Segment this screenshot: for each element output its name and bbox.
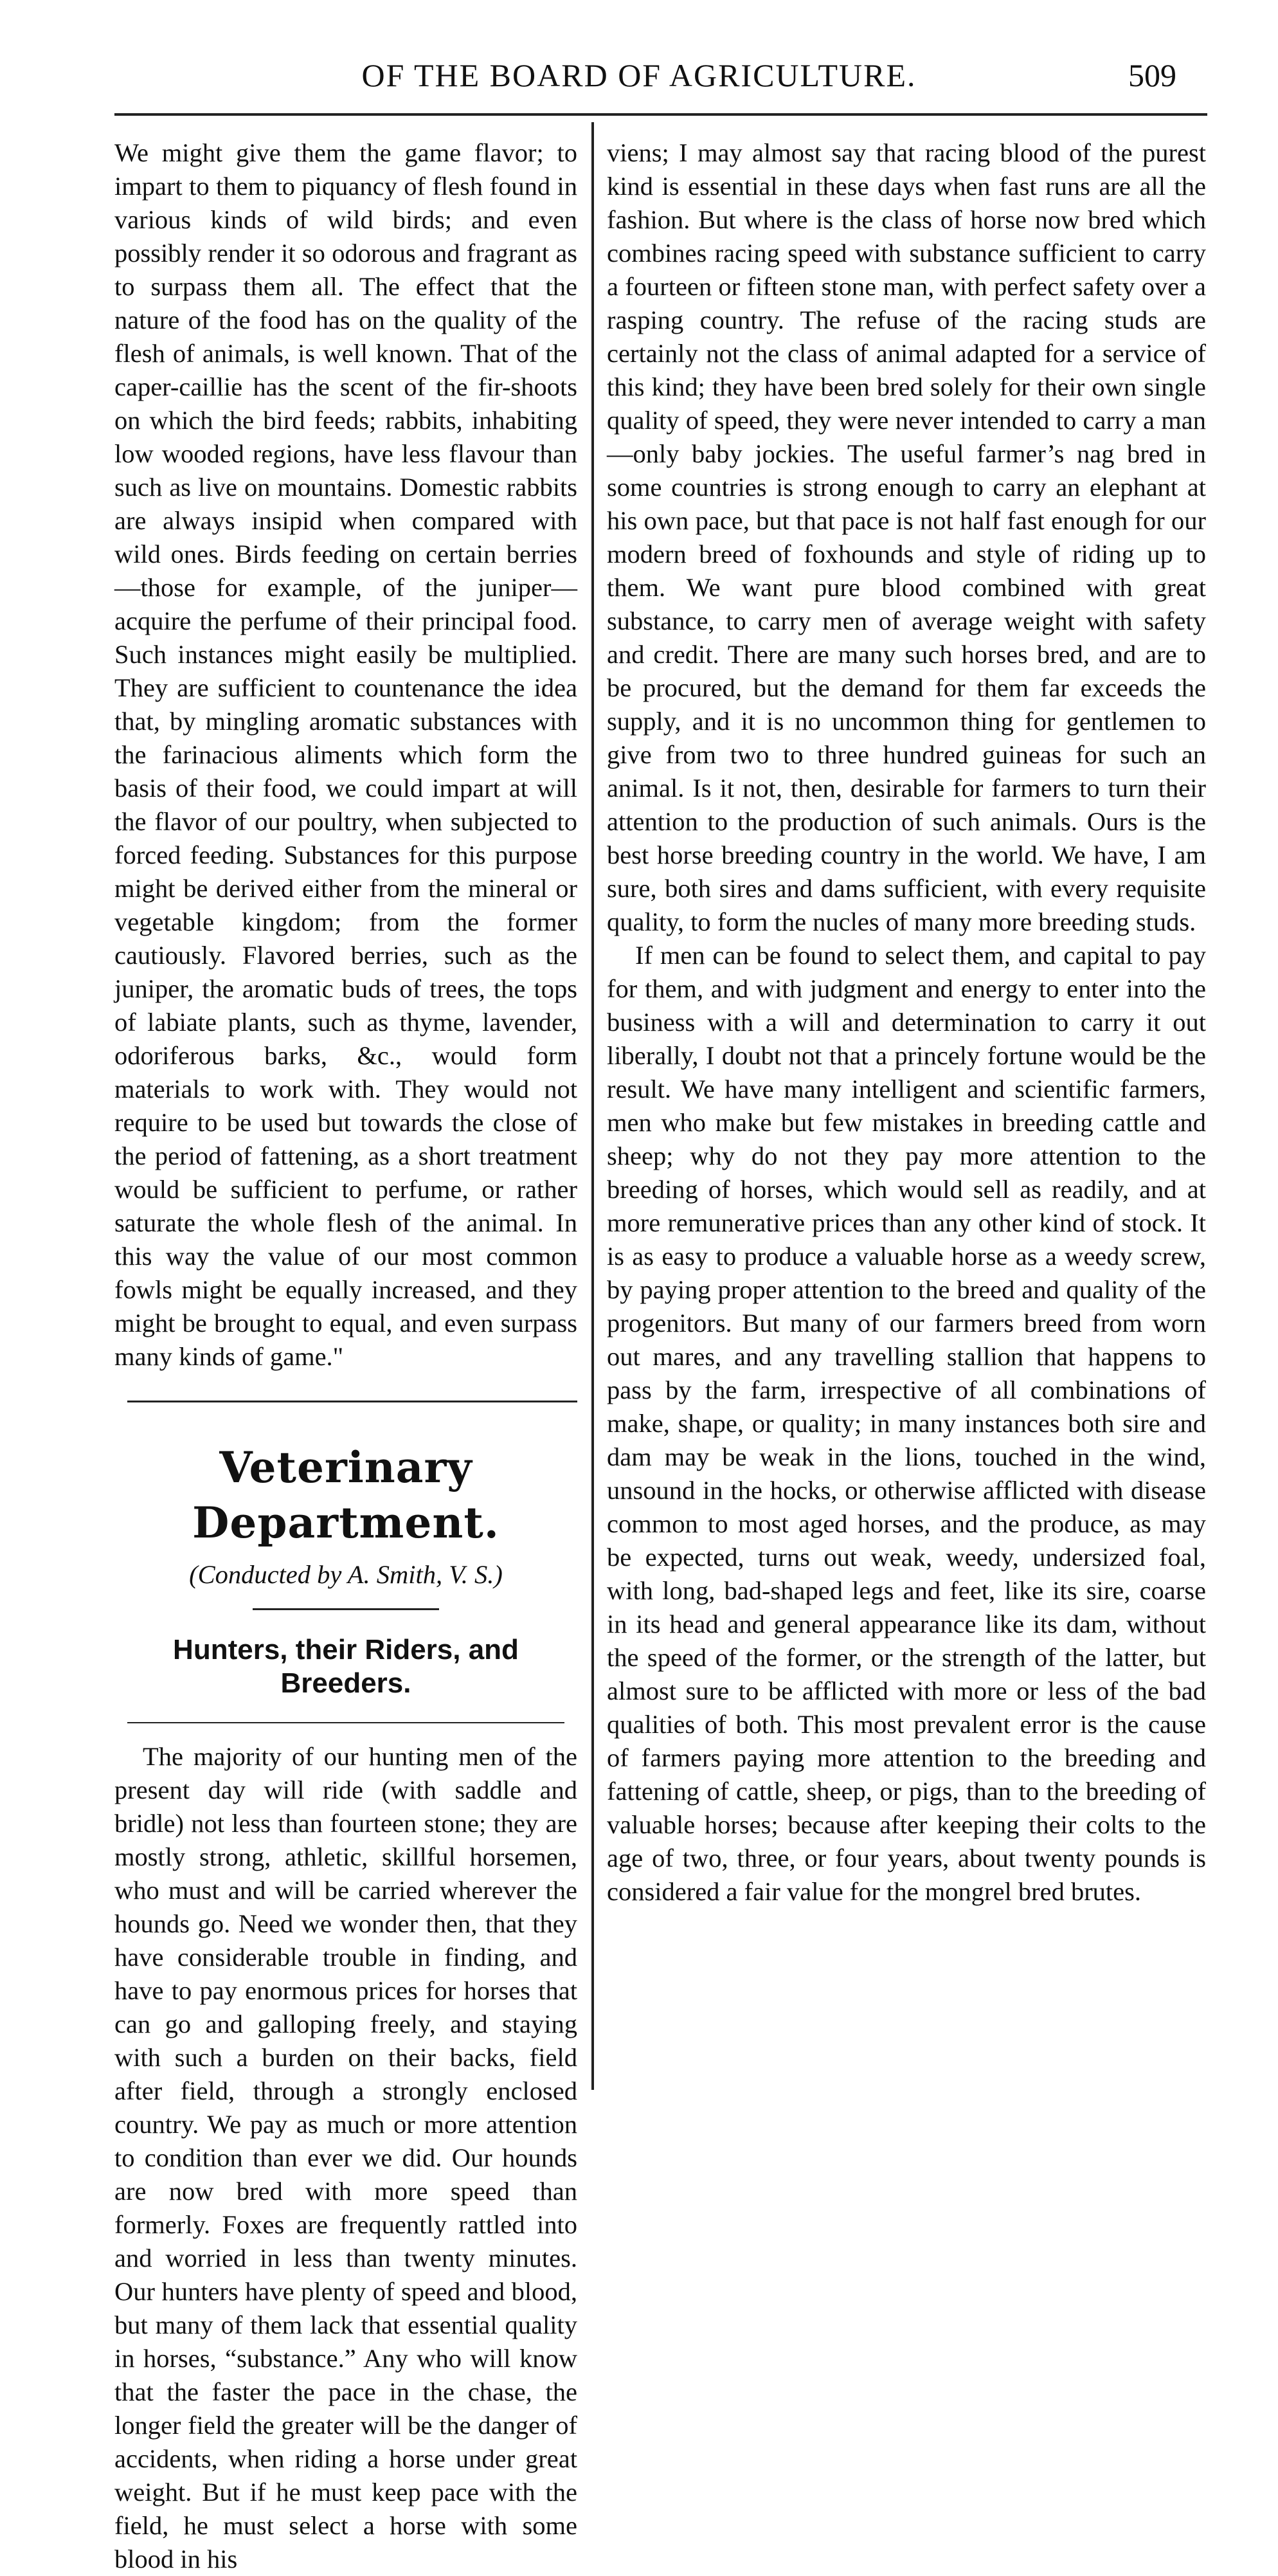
department-heading: Veterinary Department. xyxy=(192,1442,500,1548)
right-paragraph-1: viens; I may almost say that racing blood of the purest kind is essential in these days when fast runs are all the fashion. But where is the class of horse now bred which combines racing speed with substance sufficient to carry a fourteen or fifteen stone man, with perfect safety over a rasping country. The refuse of the racing studs are certainly not the class of animal adapted for a service of this kind; they have been bred solely for their own single quality of speed, they were never intended to carry a man—only baby jockies. The useful farmer’s nag bred in some countries is strong enough to carry an elephant at his own pace, but that pace is not half fast enough for our modern breed of foxhounds and style of riding up to them. We want pure blood combined with great substance, to carry men of average weight with safety and credit. There are many such horses bred, and are to be procured, but the demand for them far exceeds the supply, and it is no uncommon thing for gentlemen to give from two to three hundred guineas for such an animal. Is it not, then, desirable for farmers to turn their attention to the production of such animals. Ours is the best horse breeding country in the world. We have, I am sure, both sires and dams sufficient, with every requisite quality, to form the nucles of many more breeding studs. xyxy=(607,138,1206,936)
continuation-paragraph: We might give them the game flavor; to impart to them to piquancy of flesh found in various kinds of wild birds; and even possibly render it so odorous and fragrant as to surpass them all. The effect that the nature of the food has on the quality of the flesh of animals, is well known. That of the caper-caillie has the scent of the fir-shoots on which the bird feeds; rabbits, inhabiting low wooded regions, have less flavour than such as live on mountains. Domestic rabbits are always insipid when compared with wild ones. Birds feeding on certain berries—those for example, of the juniper—acquire the perfume of their principal food. Such instances might easily be multiplied. They are sufficient to countenance the idea that, by mingling aromatic substances with the farinacious aliments which form the basis of their food, we could impart at will the flavor of our poultry, when subjected to forced feeding. Substances for this purpose might be derived either from the mineral or vegetable kingdom; from the former cautiously. Flavored berries, such as the juniper, the aromatic buds of trees, the tops of labiate plants, such as thyme, lavender, odoriferous barks, &c., would form materials to work with. They would not require to be used but towards the close of the period of fattening, as a short treatment would be sufficient to perfume, or rather saturate the whole flesh of the animal. In this way the value of our most common fowls might be equally increased, and they might be brought to equal, and even surpass many kinds of game." xyxy=(114,138,577,1371)
column-divider xyxy=(591,122,594,2090)
page-number: 509 xyxy=(1128,57,1176,93)
article-rule xyxy=(127,1722,564,1723)
article-paragraph: The majority of our hunting men of the present day will ride (with saddle and bridle) not less than fourteen stone; they are mostly strong, athletic, skillful horsemen, who must and will be carried wherever the hounds go. Need we wonder then, that they have considerable trouble in finding, and have to pay enormous prices for horses that can go and galloping freely, and staying with such a burden on their backs, field after field, through a strongly enclosed country. We pay as much or more attention to condition than ever we did. Our hounds are now bred with more speed than formerly. Foxes are frequently rattled into and worried in less than twenty minutes. Our hunters have plenty of speed and blood, but many of them lack that essential quality in horses, “substance.” Any who will know that the faster the pace in the chase, the longer field the greater will be the danger of accidents, when riding a horse under great weight. But if he must keep pace with the field, he must select a horse with some blood in his xyxy=(114,1742,577,2573)
right-column xyxy=(607,136,1206,1909)
right-paragraph-2: If men can be found to select them, and capital to pay for them, and with judgment and energy to enter into the business with a will and determination to carry it out liberally, I doubt not that a princely fortune would be the result. We have many intelligent and scientific farmers, men who make but few mistakes in breeding cattle and sheep; why do not they pay more attention to the breeding of horses, which would sell as readily, and at more remunerative prices than any other kind of stock. It is as easy to produce a valuable horse as a weedy screw, by paying proper attention to the breed and quality of the progenitors. But many of our farmers breed from worn out mares, and any travelling stallion that happens to pass by the farm, irrespective of all combinations of make, shape, or quality; in many instances both sire and dam may be weak in the lions, touched in the wind, unsound in the hocks, or otherwise afflicted with disease common to most aged horses, and the produce, as may be expected, turns out weak, weedy, undersized foal, with long, bad-shaped legs and feet, like its sire, coarse in its head and general appearance like its dam, without the speed of the former, or the strength of the latter, but almost sure to be afflicted with more or less of the bad qualities of both. This most prevalent error is the cause of farmers paying more attention to the breeding and fattening of cattle, sheep, or pigs, than to the breeding of valuable horses; because after keeping their colts to the age of two, three, or four years, about twenty pounds is considered a fair value for the mongrel bred brutes. xyxy=(607,941,1206,1906)
article-title: Hunters, their Riders, and Breeders. xyxy=(173,1634,519,1699)
header-rule xyxy=(114,113,1207,116)
running-header-title: OF THE BOARD OF AGRICULTURE. xyxy=(361,57,917,93)
section-rule xyxy=(127,1401,577,1402)
short-rule xyxy=(253,1608,439,1610)
department-subheading: (Conducted by A. Smith, V. S.) xyxy=(189,1560,503,1589)
left-column xyxy=(114,136,577,2576)
